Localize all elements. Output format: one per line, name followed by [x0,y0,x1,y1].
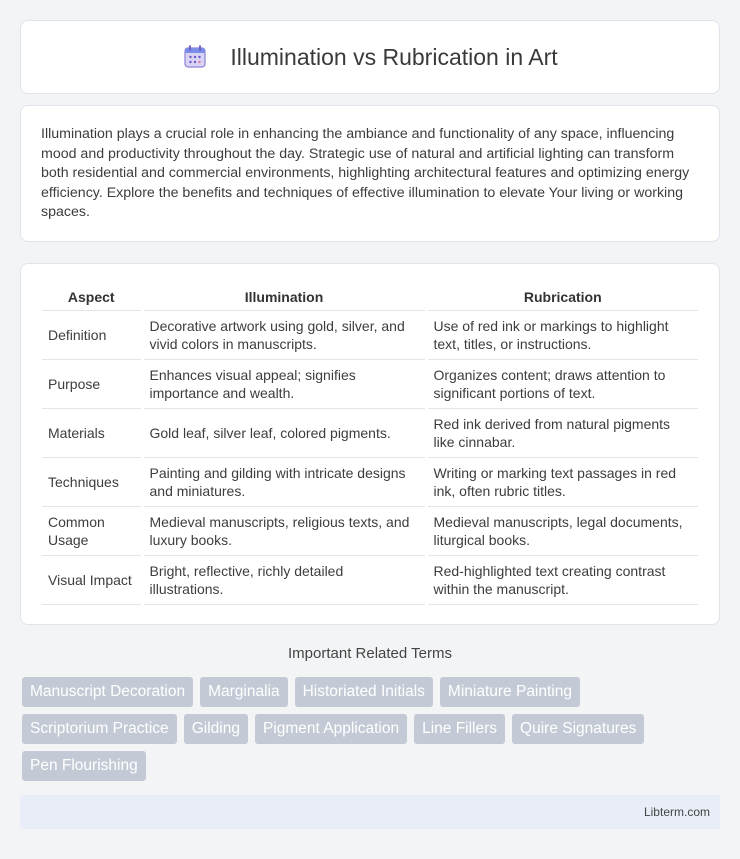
cell-illumination: Gold leaf, silver leaf, colored pigments. [142,408,426,457]
footer-site-link[interactable]: Libterm.com [643,805,710,819]
tag-line-fillers[interactable]: Line Fillers [414,714,505,744]
tag-marginalia[interactable]: Marginalia [200,677,288,707]
cell-illumination: Painting and gilding with intricate designs and miniatures. [142,457,426,506]
cell-illumination: Decorative artwork using gold, silver, and vivid colors in manuscripts. [142,310,426,359]
comparison-table [42,284,698,605]
table-header-row [42,284,698,310]
table-row [42,555,698,604]
tag-quire-signatures[interactable]: Quire Signatures [512,714,644,744]
intro-card [20,105,720,242]
table-row [42,359,698,408]
related-terms-list [22,677,722,788]
table-row [42,457,698,506]
cell-rubrication: Writing or marking text passages in red ink, often rubric titles. [426,457,698,506]
title-card [20,20,720,94]
cell-illumination: Medieval manuscripts, religious texts, and luxury books. [142,506,426,555]
cell-rubrication: Organizes content; draws attention to significant portions of text. [426,359,698,408]
cell-rubrication: Use of red ink or markings to highlight text, titles, or instructions. [426,310,698,359]
cell-rubrication: Red ink derived from natural pigments like cinnabar. [426,408,698,457]
cell-rubrication: Medieval manuscripts, legal documents, liturgical books. [426,506,698,555]
cell-aspect: Purpose [42,359,142,408]
intro-text: Illumination plays a crucial role in enhancing the ambiance and functionality of any space, influencing mood and productivity throughout the day. Strategic use of natural and artificial lighting can transform both residential and commercial environments, highlighting architectural features and optimizing energy efficiency. Explore the benefits and techniques of effective illumination to elevate Your living or working spaces. [41,126,690,221]
tag-scriptorium-practice[interactable]: Scriptorium Practice [22,714,177,744]
cell-illumination: Enhances visual appeal; signifies importance and wealth. [142,359,426,408]
header-illumination: Illumination [142,284,426,310]
header-aspect: Aspect [42,284,142,310]
page-title: Illumination vs Rubrication in Art [230,43,558,70]
cell-aspect: Techniques [42,457,142,506]
header-rubrication: Rubrication [426,284,698,310]
tag-historiated-initials[interactable]: Historiated Initials [295,677,433,707]
comparison-card [20,263,720,625]
tag-gilding[interactable]: Gilding [184,714,248,744]
cell-aspect: Definition [42,310,142,359]
cell-aspect: Materials [42,408,142,457]
related-terms-title: Important Related Terms [288,645,452,662]
tag-miniature-painting[interactable]: Miniature Painting [440,677,580,707]
cell-illumination: Bright, reflective, richly detailed illustrations. [142,555,426,604]
cell-aspect: Common Usage [42,506,142,555]
tag-pigment-application[interactable]: Pigment Application [255,714,407,744]
cell-aspect: Visual Impact [42,555,142,604]
cell-rubrication: Red-highlighted text creating contrast within the manuscript. [426,555,698,604]
tag-manuscript-decoration[interactable]: Manuscript Decoration [22,677,193,707]
tag-pen-flourishing[interactable]: Pen Flourishing [22,751,146,781]
footer [20,795,720,829]
table-row [42,506,698,555]
calendar-icon [182,44,208,70]
table-row [42,408,698,457]
table-row [42,310,698,359]
